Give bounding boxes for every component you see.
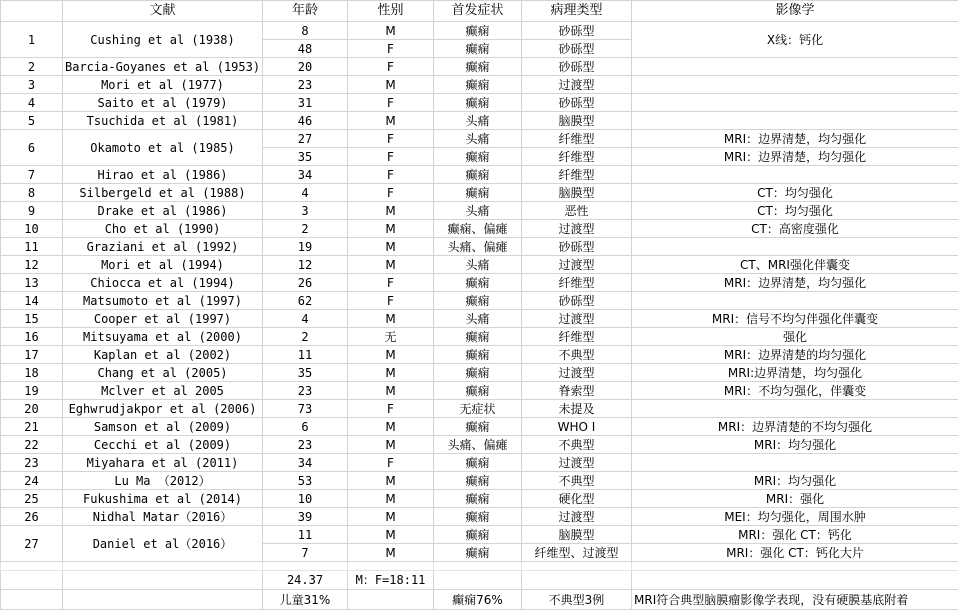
case-sex: F (348, 184, 434, 202)
case-imaging: MRI：信号不均匀伴强化伴囊变 (632, 310, 958, 328)
case-sex: M (348, 112, 434, 130)
case-reference: Fukushima et al (2014) (63, 490, 263, 508)
table-row (1, 22, 958, 40)
case-pathology: WHO I (522, 418, 632, 436)
case-reference: Lu Ma （2012） (63, 472, 263, 490)
case-pathology: 纤维型 (522, 166, 632, 184)
case-imaging: MRI：均匀强化 (632, 436, 958, 454)
case-imaging (632, 94, 958, 112)
case-reference: Kaplan et al (2002) (63, 346, 263, 364)
case-reference: Silbergeld et al (1988) (63, 184, 263, 202)
case-pathology: 砂砾型 (522, 40, 632, 58)
case-age: 19 (263, 238, 348, 256)
case-sex: 无 (348, 328, 434, 346)
case-age: 46 (263, 112, 348, 130)
case-sex: F (348, 166, 434, 184)
case-pathology: 砂砾型 (522, 238, 632, 256)
case-sex: F (348, 400, 434, 418)
case-symptom: 癫痫 (434, 418, 522, 436)
case-number: 14 (1, 292, 63, 310)
case-reference: Drake et al (1986) (63, 202, 263, 220)
case-pathology: 不典型 (522, 472, 632, 490)
table-row (1, 400, 958, 418)
case-age: 12 (263, 256, 348, 274)
header-reference: 文献 (63, 1, 263, 22)
mean-age: 24.37 (263, 571, 348, 590)
case-symptom: 癫痫 (434, 526, 522, 544)
case-reference: Mitsuyama et al (2000) (63, 328, 263, 346)
case-number: 7 (1, 166, 63, 184)
case-sex: F (348, 130, 434, 148)
case-symptom: 癫痫 (434, 166, 522, 184)
blank-row (1, 562, 958, 571)
case-symptom: 癫痫 (434, 184, 522, 202)
case-pathology: 纤维型 (522, 148, 632, 166)
case-imaging: CT：高密度强化 (632, 220, 958, 238)
case-reference: Mclver et al 2005 (63, 382, 263, 400)
case-number: 6 (1, 130, 63, 166)
case-imaging: MRI：边界清楚的不均匀强化 (632, 418, 958, 436)
case-reference: Chang et al (2005) (63, 364, 263, 382)
case-number: 24 (1, 472, 63, 490)
blank-cell (1, 562, 63, 571)
table-row (1, 112, 958, 130)
case-symptom: 癫痫 (434, 94, 522, 112)
case-reference: Cooper et al (1997) (63, 310, 263, 328)
case-imaging: MRI:边界清楚，均匀强化 (632, 364, 958, 382)
case-imaging: MRI：均匀强化 (632, 472, 958, 490)
case-pathology: 恶性 (522, 202, 632, 220)
table-row (1, 94, 958, 112)
case-number: 22 (1, 436, 63, 454)
case-sex: M (348, 202, 434, 220)
case-pathology: 纤维型 (522, 274, 632, 292)
case-pathology: 不典型 (522, 436, 632, 454)
case-age: 4 (263, 184, 348, 202)
case-symptom: 头痛 (434, 130, 522, 148)
case-pathology: 未提及 (522, 400, 632, 418)
case-sex: F (348, 94, 434, 112)
table-row (1, 166, 958, 184)
table-row (1, 310, 958, 328)
case-symptom: 癫痫 (434, 76, 522, 94)
case-age: 35 (263, 148, 348, 166)
case-age: 4 (263, 310, 348, 328)
case-imaging: MRI：边界清楚的均匀强化 (632, 346, 958, 364)
case-pathology: 砂砾型 (522, 94, 632, 112)
case-reference: Cushing et al (1938) (63, 22, 263, 58)
case-pathology: 纤维型、过渡型 (522, 544, 632, 562)
case-sex: M (348, 238, 434, 256)
case-number: 13 (1, 274, 63, 292)
case-number: 8 (1, 184, 63, 202)
case-reference: Mori et al (1977) (63, 76, 263, 94)
case-age: 2 (263, 220, 348, 238)
case-reference: Samson et al (2009) (63, 418, 263, 436)
case-symptom: 癫痫 (434, 544, 522, 562)
stats-row (1, 571, 958, 590)
case-imaging: MEI：均匀强化，周围水肿 (632, 508, 958, 526)
case-age: 35 (263, 364, 348, 382)
case-age: 23 (263, 382, 348, 400)
table-row (1, 202, 958, 220)
blank-cell (263, 562, 348, 571)
case-imaging: MRI：边界清楚，均匀强化 (632, 274, 958, 292)
case-sex: M (348, 310, 434, 328)
case-sex: M (348, 346, 434, 364)
case-imaging (632, 58, 958, 76)
case-age: 34 (263, 166, 348, 184)
case-pathology: 脑膜型 (522, 526, 632, 544)
case-age: 48 (263, 40, 348, 58)
case-pathology: 脑膜型 (522, 184, 632, 202)
summary-imaging: MRI符合典型脑膜瘤影像学表现，没有硬膜基底附着 (632, 590, 958, 610)
case-sex: F (348, 148, 434, 166)
case-pathology: 过渡型 (522, 364, 632, 382)
case-symptom: 癫痫 (434, 382, 522, 400)
case-number: 16 (1, 328, 63, 346)
case-number: 21 (1, 418, 63, 436)
case-number: 20 (1, 400, 63, 418)
case-imaging (632, 76, 958, 94)
case-reference: Cho et al (1990) (63, 220, 263, 238)
header-age: 年龄 (263, 1, 348, 22)
case-age: 6 (263, 418, 348, 436)
case-number: 18 (1, 364, 63, 382)
case-reference: Mori et al (1994) (63, 256, 263, 274)
case-sex: F (348, 274, 434, 292)
case-symptom: 头痛 (434, 310, 522, 328)
case-symptom: 头痛、偏瘫 (434, 238, 522, 256)
case-age: 73 (263, 400, 348, 418)
case-symptom: 癫痫 (434, 292, 522, 310)
summary-row (1, 590, 958, 610)
case-pathology: 不典型 (522, 346, 632, 364)
case-reference: Hirao et al (1986) (63, 166, 263, 184)
case-age: 23 (263, 76, 348, 94)
case-symptom: 癫痫 (434, 508, 522, 526)
case-number: 2 (1, 58, 63, 76)
case-pathology: 纤维型 (522, 328, 632, 346)
case-age: 3 (263, 202, 348, 220)
case-number: 1 (1, 22, 63, 58)
table-row (1, 184, 958, 202)
case-sex: M (348, 256, 434, 274)
case-imaging: CT、MRI强化伴囊变 (632, 256, 958, 274)
table-row (1, 328, 958, 346)
case-pathology: 脑膜型 (522, 112, 632, 130)
case-age: 11 (263, 346, 348, 364)
case-sex: M (348, 490, 434, 508)
table-row (1, 346, 958, 364)
case-age: 31 (263, 94, 348, 112)
case-symptom: 头痛 (434, 112, 522, 130)
table-row (1, 58, 958, 76)
case-number: 11 (1, 238, 63, 256)
case-symptom: 癫痫 (434, 472, 522, 490)
case-sex: M (348, 472, 434, 490)
case-pathology: 过渡型 (522, 76, 632, 94)
table-row (1, 274, 958, 292)
case-sex: M (348, 544, 434, 562)
table-row (1, 418, 958, 436)
header-symptom: 首发症状 (434, 1, 522, 22)
case-reference: Nidhal Matar（2016） (63, 508, 263, 526)
case-sex: F (348, 40, 434, 58)
case-symptom: 癫痫 (434, 22, 522, 40)
summary-pathology: 不典型3例 (522, 590, 632, 610)
case-imaging: MRI：边界清楚，均匀强化 (632, 148, 958, 166)
case-sex: F (348, 292, 434, 310)
case-pathology: 过渡型 (522, 454, 632, 472)
case-reference: Eghwrudjakpor et al (2006) (63, 400, 263, 418)
case-symptom: 癫痫 (434, 364, 522, 382)
case-symptom: 癫痫 (434, 454, 522, 472)
case-imaging (632, 112, 958, 130)
case-symptom: 癫痫 (434, 328, 522, 346)
case-number: 12 (1, 256, 63, 274)
case-imaging: CT：均匀强化 (632, 202, 958, 220)
case-imaging: CT：均匀强化 (632, 184, 958, 202)
case-age: 10 (263, 490, 348, 508)
case-imaging: 强化 (632, 328, 958, 346)
header-pathology: 病理类型 (522, 1, 632, 22)
case-age: 11 (263, 526, 348, 544)
case-reference: Tsuchida et al (1981) (63, 112, 263, 130)
table-row (1, 382, 958, 400)
header-row (1, 1, 958, 22)
blank-cell (434, 562, 522, 571)
case-pathology: 砂砾型 (522, 292, 632, 310)
case-number: 9 (1, 202, 63, 220)
case-age: 62 (263, 292, 348, 310)
case-number: 27 (1, 526, 63, 562)
table-row (1, 220, 958, 238)
case-sex: M (348, 220, 434, 238)
case-symptom: 头痛、偏瘫 (434, 436, 522, 454)
case-imaging: MRI：强化 CT：钙化 (632, 526, 958, 544)
case-age: 34 (263, 454, 348, 472)
case-sex: M (348, 526, 434, 544)
table-row (1, 508, 958, 526)
case-number: 26 (1, 508, 63, 526)
case-pathology: 纤维型 (522, 130, 632, 148)
case-imaging: MRI：强化 CT：钙化大片 (632, 544, 958, 562)
case-age: 26 (263, 274, 348, 292)
case-reference: Matsumoto et al (1997) (63, 292, 263, 310)
table-row (1, 130, 958, 148)
case-symptom: 无症状 (434, 400, 522, 418)
case-sex: M (348, 436, 434, 454)
case-symptom: 癫痫、偏瘫 (434, 220, 522, 238)
case-age: 39 (263, 508, 348, 526)
table-row (1, 436, 958, 454)
header-sex: 性别 (348, 1, 434, 22)
summary-symptom: 癫痫76% (434, 590, 522, 610)
case-age: 23 (263, 436, 348, 454)
case-pathology: 过渡型 (522, 508, 632, 526)
case-number: 3 (1, 76, 63, 94)
case-age: 7 (263, 544, 348, 562)
table-row (1, 472, 958, 490)
case-age: 8 (263, 22, 348, 40)
sex-ratio: M：F=18:11 (348, 571, 434, 590)
case-symptom: 头痛 (434, 256, 522, 274)
case-imaging (632, 238, 958, 256)
case-age: 53 (263, 472, 348, 490)
header-imaging: 影像学 (632, 1, 958, 22)
table-row (1, 454, 958, 472)
case-reference: Cecchi et al (2009) (63, 436, 263, 454)
case-number: 10 (1, 220, 63, 238)
case-sex: F (348, 58, 434, 76)
case-sex: F (348, 454, 434, 472)
case-number: 5 (1, 112, 63, 130)
case-symptom: 癫痫 (434, 346, 522, 364)
case-sex: M (348, 22, 434, 40)
case-number: 23 (1, 454, 63, 472)
summary-age: 儿童31% (263, 590, 348, 610)
table-row (1, 76, 958, 94)
case-pathology: 砂砾型 (522, 58, 632, 76)
case-symptom: 癫痫 (434, 148, 522, 166)
case-number: 17 (1, 346, 63, 364)
case-number: 25 (1, 490, 63, 508)
case-sex: M (348, 76, 434, 94)
table-body (1, 22, 958, 610)
case-reference: Chiocca et al (1994) (63, 274, 263, 292)
blank-cell (522, 562, 632, 571)
case-reference: Miyahara et al (2011) (63, 454, 263, 472)
case-pathology: 砂砾型 (522, 22, 632, 40)
case-imaging (632, 292, 958, 310)
case-sex: M (348, 418, 434, 436)
case-imaging (632, 454, 958, 472)
case-sex: M (348, 364, 434, 382)
table-row (1, 238, 958, 256)
case-symptom: 癫痫 (434, 490, 522, 508)
case-imaging: MRI：强化 (632, 490, 958, 508)
blank-cell (63, 562, 263, 571)
case-number: 19 (1, 382, 63, 400)
table-row (1, 256, 958, 274)
blank-cell (348, 562, 434, 571)
case-reference: Barcia-Goyanes et al (1953) (63, 58, 263, 76)
case-sex: M (348, 508, 434, 526)
case-imaging: MRI：边界清楚，均匀强化 (632, 130, 958, 148)
case-reference: Okamoto et al (1985) (63, 130, 263, 166)
table-row (1, 292, 958, 310)
case-sex: M (348, 382, 434, 400)
case-symptom: 癫痫 (434, 274, 522, 292)
case-imaging (632, 400, 958, 418)
case-pathology: 硬化型 (522, 490, 632, 508)
case-age: 27 (263, 130, 348, 148)
case-age: 20 (263, 58, 348, 76)
case-age: 2 (263, 328, 348, 346)
case-number: 4 (1, 94, 63, 112)
case-imaging: X线：钙化 (632, 22, 958, 58)
case-imaging: MRI：不均匀强化，伴囊变 (632, 382, 958, 400)
case-pathology: 过渡型 (522, 310, 632, 328)
case-symptom: 癫痫 (434, 58, 522, 76)
case-pathology: 过渡型 (522, 220, 632, 238)
table-row (1, 490, 958, 508)
case-reference: Graziani et al (1992) (63, 238, 263, 256)
table-row (1, 364, 958, 382)
header-index (1, 1, 63, 22)
blank-cell (632, 562, 958, 571)
case-pathology: 过渡型 (522, 256, 632, 274)
table-row (1, 526, 958, 544)
case-symptom: 头痛 (434, 202, 522, 220)
case-reference: Daniel et al（2016） (63, 526, 263, 562)
case-imaging (632, 166, 958, 184)
case-symptom: 癫痫 (434, 40, 522, 58)
case-pathology: 脊索型 (522, 382, 632, 400)
case-number: 15 (1, 310, 63, 328)
case-reference: Saito et al (1979) (63, 94, 263, 112)
